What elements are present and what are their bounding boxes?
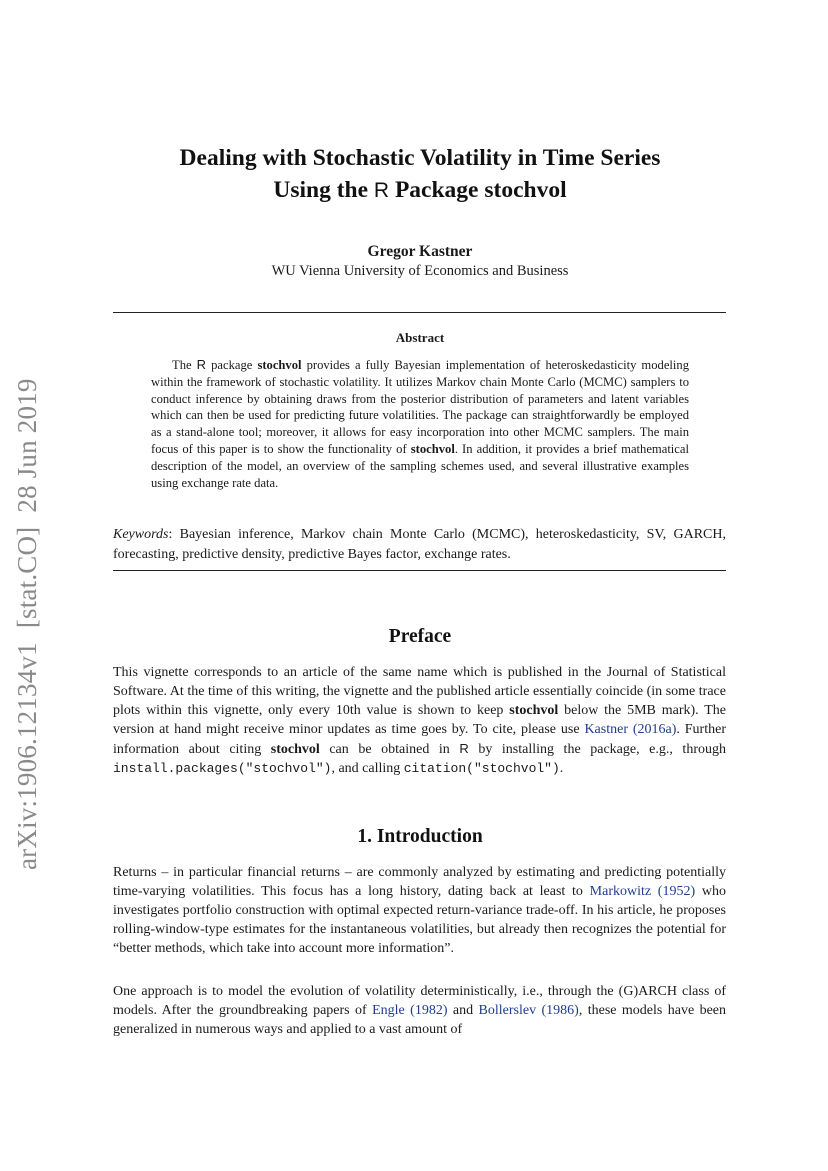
keywords xyxy=(113,525,726,565)
citation-link[interactable]: Markowitz (1952) xyxy=(589,883,696,899)
preface-heading: Preface xyxy=(388,626,452,647)
author-affiliation: WU Vienna University of Economics and Business xyxy=(271,263,569,279)
intro-text: Returns – in particular financial returns – are commonly analyzed by estimating and predicting potentially time-varying volatilities. This focus has a long history, dating back at least to xyxy=(113,865,726,899)
package-name: stochvol xyxy=(410,441,455,456)
r-glyph: R xyxy=(196,357,207,372)
intro-text: , these models have been generalized in numerous ways and applied to a vast amount of xyxy=(113,1002,727,1037)
code-snippet: install.packages("stochvol") xyxy=(113,760,332,776)
abstract-heading: Abstract xyxy=(395,330,445,345)
preface-text: can be obtained in xyxy=(319,741,460,757)
preface-text: . Further information about citing xyxy=(113,721,726,757)
arxiv-side-stamp xyxy=(12,364,43,870)
arxiv-category: [stat.CO] xyxy=(12,526,42,629)
abstract-bottom-rule xyxy=(113,570,726,571)
preface-text: below the 5MB mark). The version at hand might receive minor updates as time goes by. To cite, please use xyxy=(113,702,727,737)
abstract-text: package xyxy=(206,358,258,372)
intro-text: and xyxy=(447,1002,479,1018)
title-line-2-post: Package stochvol xyxy=(389,177,567,203)
title-line-2 xyxy=(0,174,828,207)
package-name: stochvol xyxy=(509,702,559,718)
preface-text: . xyxy=(559,760,564,776)
preface-paragraph xyxy=(113,664,726,778)
intro-paragraph-2 xyxy=(113,983,726,1040)
preface-text: by installing the package, e.g., through xyxy=(468,741,726,757)
title-line-1: Dealing with Stochastic Volatility in Time Series xyxy=(179,145,661,171)
abstract-text: . In addition, it provides a brief mathematical description of the model, an overview of the sampling schemes used, and several illustrative examples using exchange rate data. xyxy=(151,441,689,490)
citation-link[interactable]: Kastner (2016a) xyxy=(584,721,677,737)
intro-text: who investigates portfolio construction with optimal expected return-variance trade-off. In his article, he proposes rolling-window-type estimates for the instantaneous volatilities, but already then recognizes the potential for “better methods, which take into account more information”. xyxy=(113,883,726,956)
citation-link[interactable]: Bollerslev (1986) xyxy=(478,1002,579,1018)
abstract-top-rule xyxy=(113,312,726,313)
package-name: stochvol xyxy=(257,358,302,372)
preface-text: , and calling xyxy=(331,760,404,776)
section-heading-introduction: 1. Introduction xyxy=(357,826,483,847)
keywords-label: Keywords xyxy=(113,527,169,542)
abstract-body xyxy=(151,357,689,491)
title-r-glyph: R xyxy=(373,179,390,202)
citation-link[interactable]: Engle (1982) xyxy=(372,1002,448,1018)
r-glyph: R xyxy=(459,740,469,756)
intro-text: One approach is to model the evolution of volatility deterministically, i.e., through the (G)ARCH class of models. After the groundbreaking papers of xyxy=(113,984,726,1018)
preface-text: This vignette corresponds to an article of the same name which is published in the Journal of Statistical Software. At the time of this writing, the vignette and the published article essentially coincide (in some trace plots within this vignette, only every 10th value is shown to keep xyxy=(113,665,726,718)
abstract-text: provides a fully Bayesian implementation of heteroskedasticity modeling within the framework of stochastic volatility. It utilizes Markov chain Monte Carlo (MCMC) samplers to conduct inference by obtaining draws from the posterior distribution of parameters and latent variables which can then be used for predicting future volatilities. The package can straightforwardly be employed as a stand-alone tool; moreover, it allows for easy incorporation into other MCMC samplers. The main focus of this paper is to show the functionality of xyxy=(151,358,690,456)
abstract-text: The xyxy=(172,358,197,372)
code-snippet: citation("stochvol") xyxy=(403,760,560,776)
keywords-list: : Bayesian inference, Markov chain Monte Carlo (MCMC), heteroskedasticity, SV, GARCH, forecasting, predictive density, predictive Bayes factor, exchange rates. xyxy=(113,527,726,562)
author-name: Gregor Kastner xyxy=(367,243,473,260)
title-line-2-pre: Using the xyxy=(273,177,374,203)
arxiv-date: 28 Jun 2019 xyxy=(12,378,42,513)
arxiv-id[interactable]: arXiv:1906.12134v1 xyxy=(12,642,42,870)
paper-title xyxy=(0,142,828,207)
intro-paragraph-1 xyxy=(113,864,726,959)
package-name: stochvol xyxy=(270,741,320,757)
